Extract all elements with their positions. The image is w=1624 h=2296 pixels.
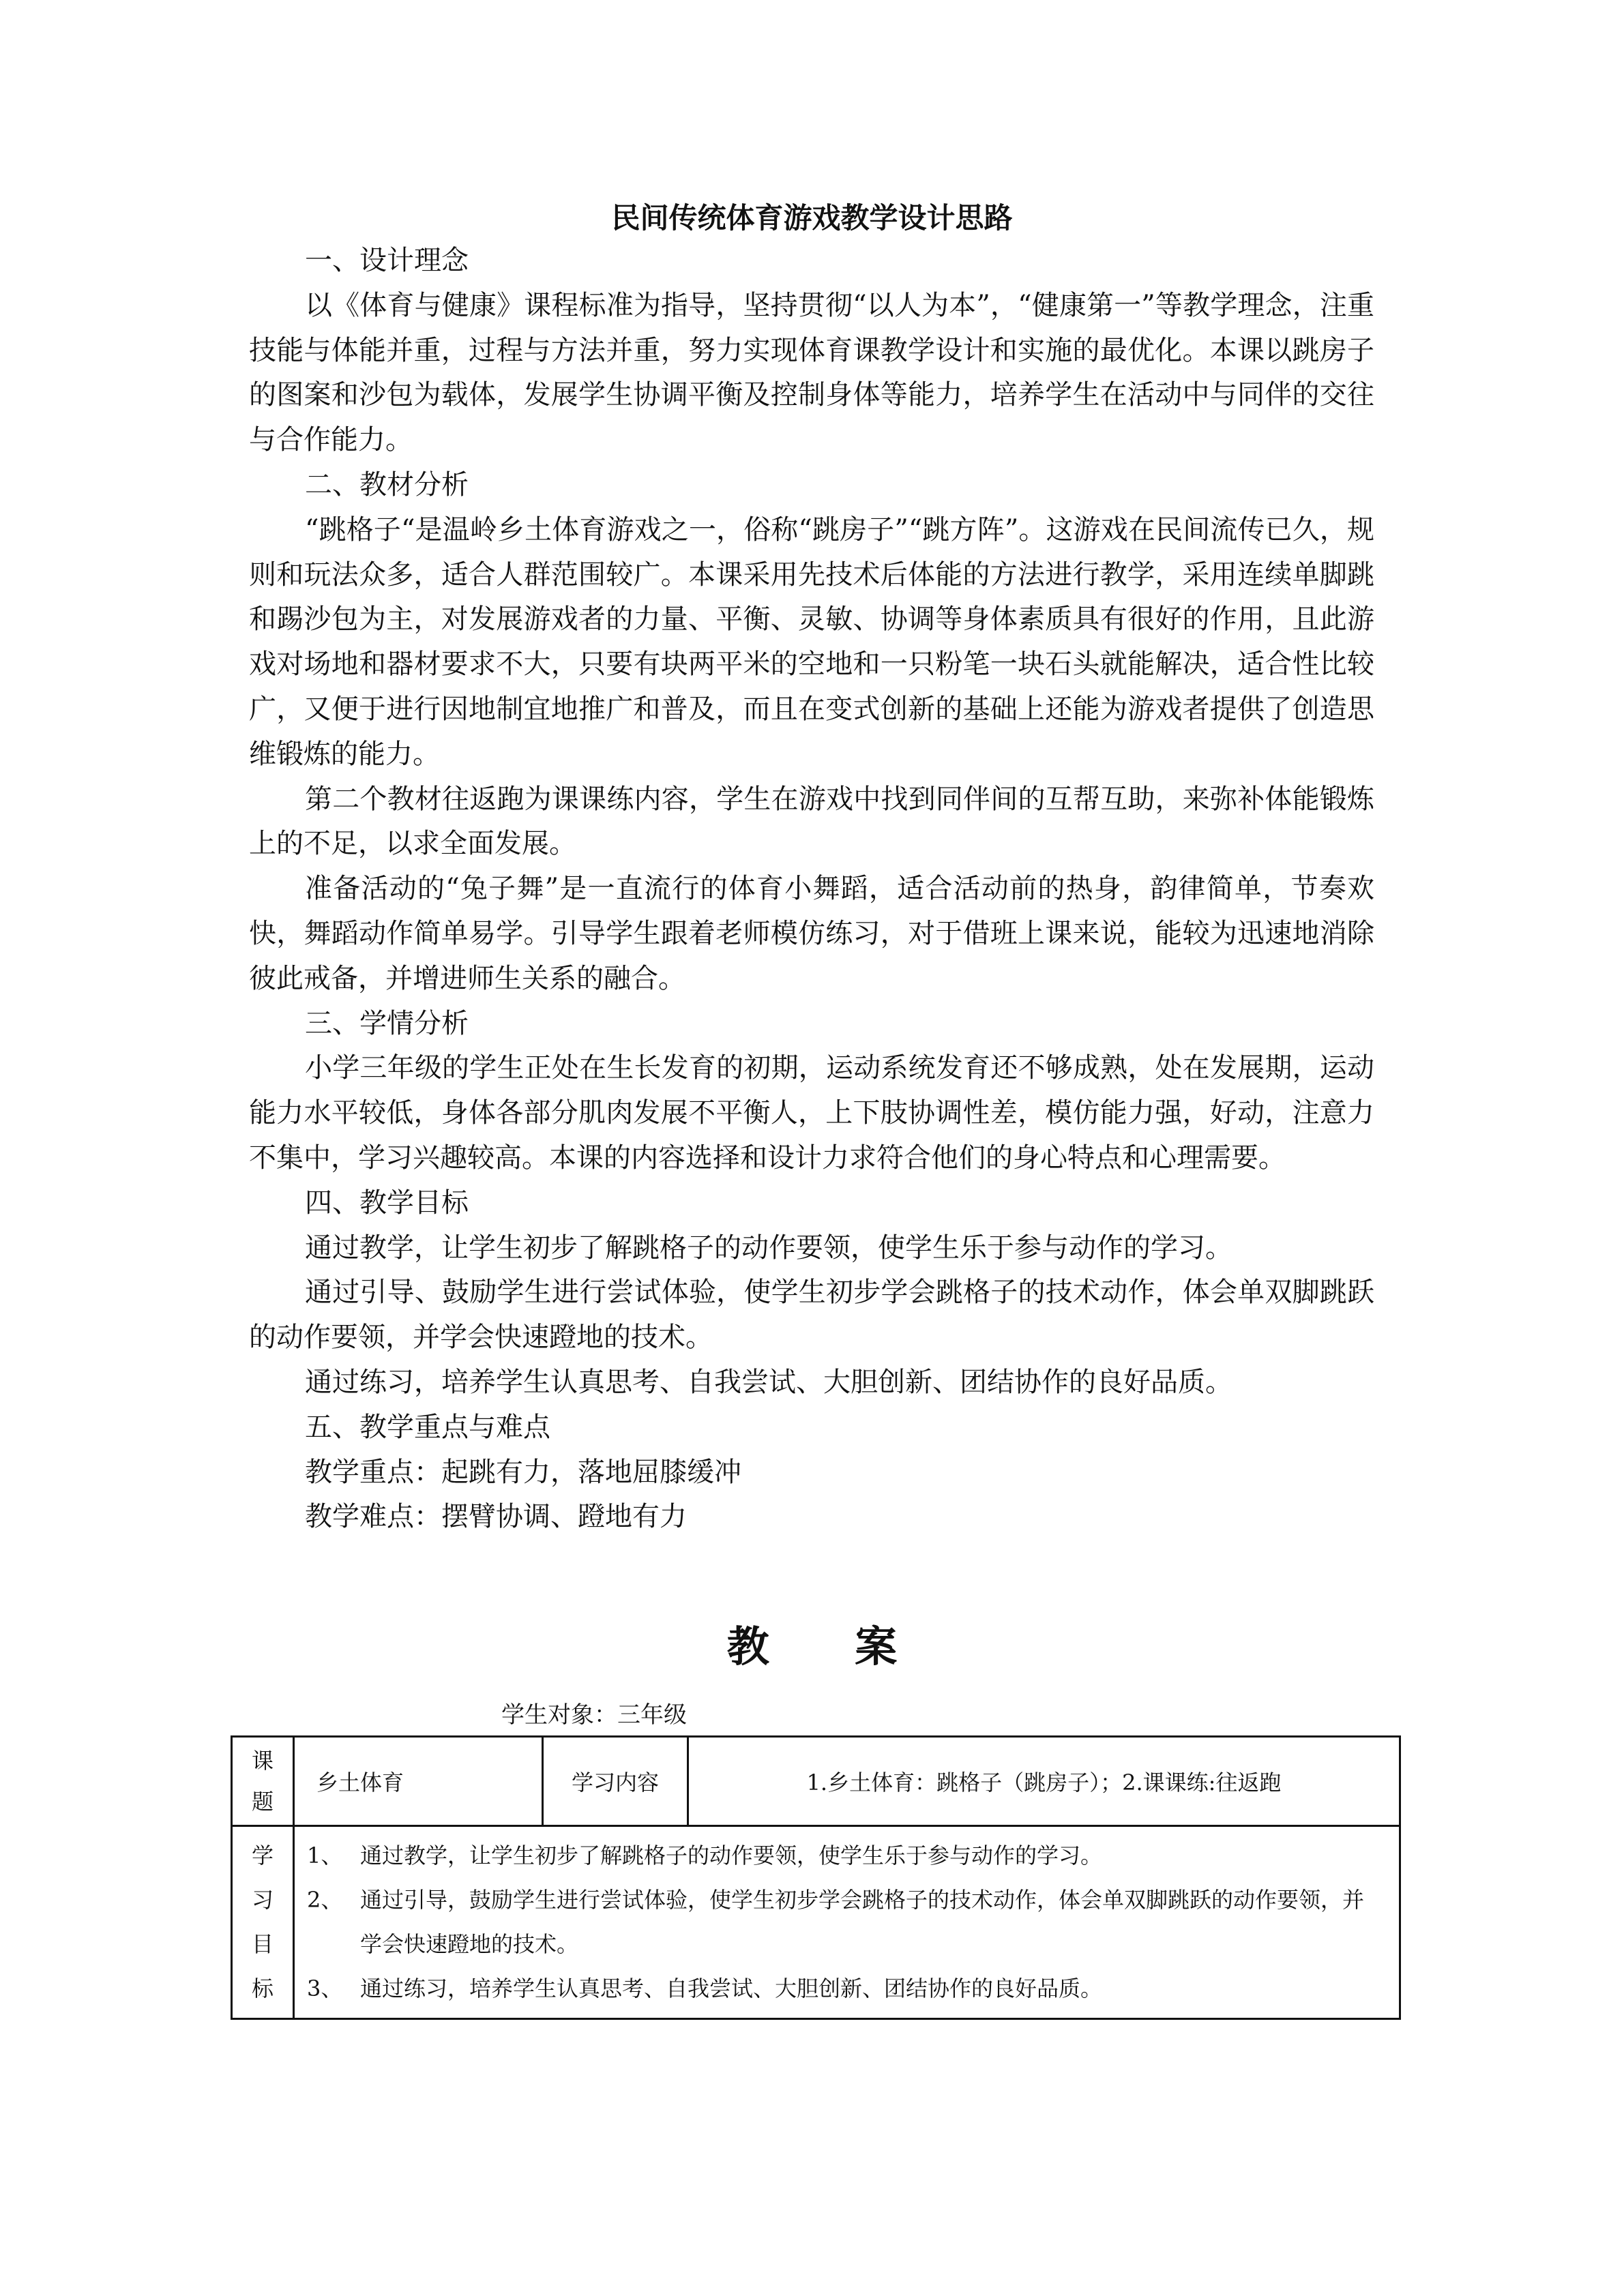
goal-text: 通过引导，鼓励学生进行尝试体验，使学生初步学会跳格子的技术动作，体会单双脚跳跃的动作要领，并学会快速蹬地的技术。 xyxy=(360,1887,1365,1957)
section-heading-key-points: 五、教学重点与难点 xyxy=(305,1411,550,1443)
topic-label-char: 课 xyxy=(251,1748,274,1774)
goals-list-cell xyxy=(294,1826,1400,2019)
topic-value-cell: 乡土体育 xyxy=(294,1737,543,1826)
goals-label-char: 习 xyxy=(251,1887,274,1913)
paragraph-design-concept: 以《体育与健康》课程标准为指导，坚持贯彻“以人为本”，“健康第一”等教学理念，注重技能与体能并重，过程与方法并重，努力实现体育课教学设计和实施的最优化。本课以跳房子的图案和沙包为载体，发展学生协调平衡及控制身体等能力，培养学生在活动中与同伴的交往与合作能力。 xyxy=(249,289,1374,456)
section-heading-material-analysis: 二、教材分析 xyxy=(305,468,469,501)
paragraph-goal-2: 通过引导、鼓励学生进行尝试体验，使学生初步学会跳格子的技术动作，体会单双脚跳跃的动作要领，并学会快速蹬地的技术。 xyxy=(249,1277,1374,1354)
section-heading-design-concept: 一、设计理念 xyxy=(305,245,469,276)
document-body xyxy=(249,239,1374,1540)
goals-label-char: 目 xyxy=(251,1931,274,1957)
table-row-topic xyxy=(232,1737,1400,1826)
document-title: 民间传统体育游戏教学设计思路 xyxy=(611,201,1013,235)
section-heading-teaching-goals: 四、教学目标 xyxy=(305,1187,469,1219)
goal-number: 1、 xyxy=(307,1843,343,1868)
paragraph-material-shuttle-run: 第二个教材往返跑为课课练内容，学生在游戏中找到同伴间的互帮互助，来弥补体能锻炼上的不足，以求全面发展。 xyxy=(249,783,1374,860)
student-target: 学生对象：三年级 xyxy=(501,1701,687,1729)
goals-label-char: 学 xyxy=(251,1843,274,1868)
goal-text: 通过练习，培养学生认真思考、自我尝试、大胆创新、团结协作的良好品质。 xyxy=(360,1976,1103,2001)
paragraph-student-analysis: 小学三年级的学生正处在生长发育的初期，运动系统发育还不够成熟，处在发展期，运动能力水平较低，身体各部分肌肉发展不平衡人，上下肢协调性差，模仿能力强，好动，注意力不集中，学习兴趣较高。本课的内容选择和设计力求符合他们的身心特点和心理需要。 xyxy=(249,1052,1374,1174)
goals-label-char: 标 xyxy=(251,1976,274,2001)
goal-item xyxy=(307,1878,1385,1967)
goal-text: 通过教学，让学生初步了解跳格子的动作要领，使学生乐于参与动作的学习。 xyxy=(360,1843,1103,1868)
paragraph-material-bunny-dance: 准备活动的“兔子舞”是一直流行的体育小舞蹈，适合活动前的热身，韵律简单，节奏欢快，舞蹈动作简单易学。引导学生跟着老师模仿练习，对于借班上课来说，能较为迅速地消除彼此戒备，并增进师生关系的融合。 xyxy=(249,873,1374,994)
topic-label-cell xyxy=(232,1737,294,1826)
paragraph-goal-1: 通过教学，让学生初步了解跳格子的动作要领，使学生乐于参与动作的学习。 xyxy=(305,1232,1232,1264)
content-value-cell: 1.乡土体育：跳格子（跳房子）；2.课课练:往返跑 xyxy=(688,1737,1400,1826)
goal-item xyxy=(307,1834,1385,1878)
goal-number: 3、 xyxy=(307,1976,343,2001)
section-heading-student-analysis: 三、学情分析 xyxy=(305,1007,469,1039)
paragraph-goal-3: 通过练习，培养学生认真思考、自我尝试、大胆创新、团结协作的良好品质。 xyxy=(305,1366,1232,1398)
lesson-plan-title: 教 案 xyxy=(726,1622,933,1671)
paragraph-key-point: 教学重点：起跳有力，落地屈膝缓冲 xyxy=(305,1456,741,1488)
goals-label-cell xyxy=(232,1826,294,2019)
topic-label-char: 题 xyxy=(251,1789,274,1815)
content-label-cell: 学习内容 xyxy=(543,1737,688,1826)
paragraph-material-hopscotch: “跳格子“是温岭乡土体育游戏之一，俗称“跳房子”“跳方阵”。这游戏在民间流传已久，规则和玩法众多，适合人群范围较广。本课采用先技术后体能的方法进行教学，采用连续单脚跳和踢沙包为主，对发展游戏者的力量、平衡、灵敏、协调等身体素质具有很好的作用，且此游戏对场地和器材要求不大，只要有块两平米的空地和一只粉笔一块石头就能解决，适合性比较广，又便于进行因地制宜地推广和普及，而且在变式创新的基础上还能为游戏者提供了创造思维锻炼的能力。 xyxy=(249,513,1374,770)
table-row-goals xyxy=(232,1826,1400,2019)
lesson-plan-table xyxy=(231,1735,1401,2020)
goal-item xyxy=(307,1967,1385,2011)
paragraph-difficulty: 教学难点：摆臂协调、蹬地有力 xyxy=(305,1501,687,1533)
goal-number: 2、 xyxy=(307,1887,343,1913)
